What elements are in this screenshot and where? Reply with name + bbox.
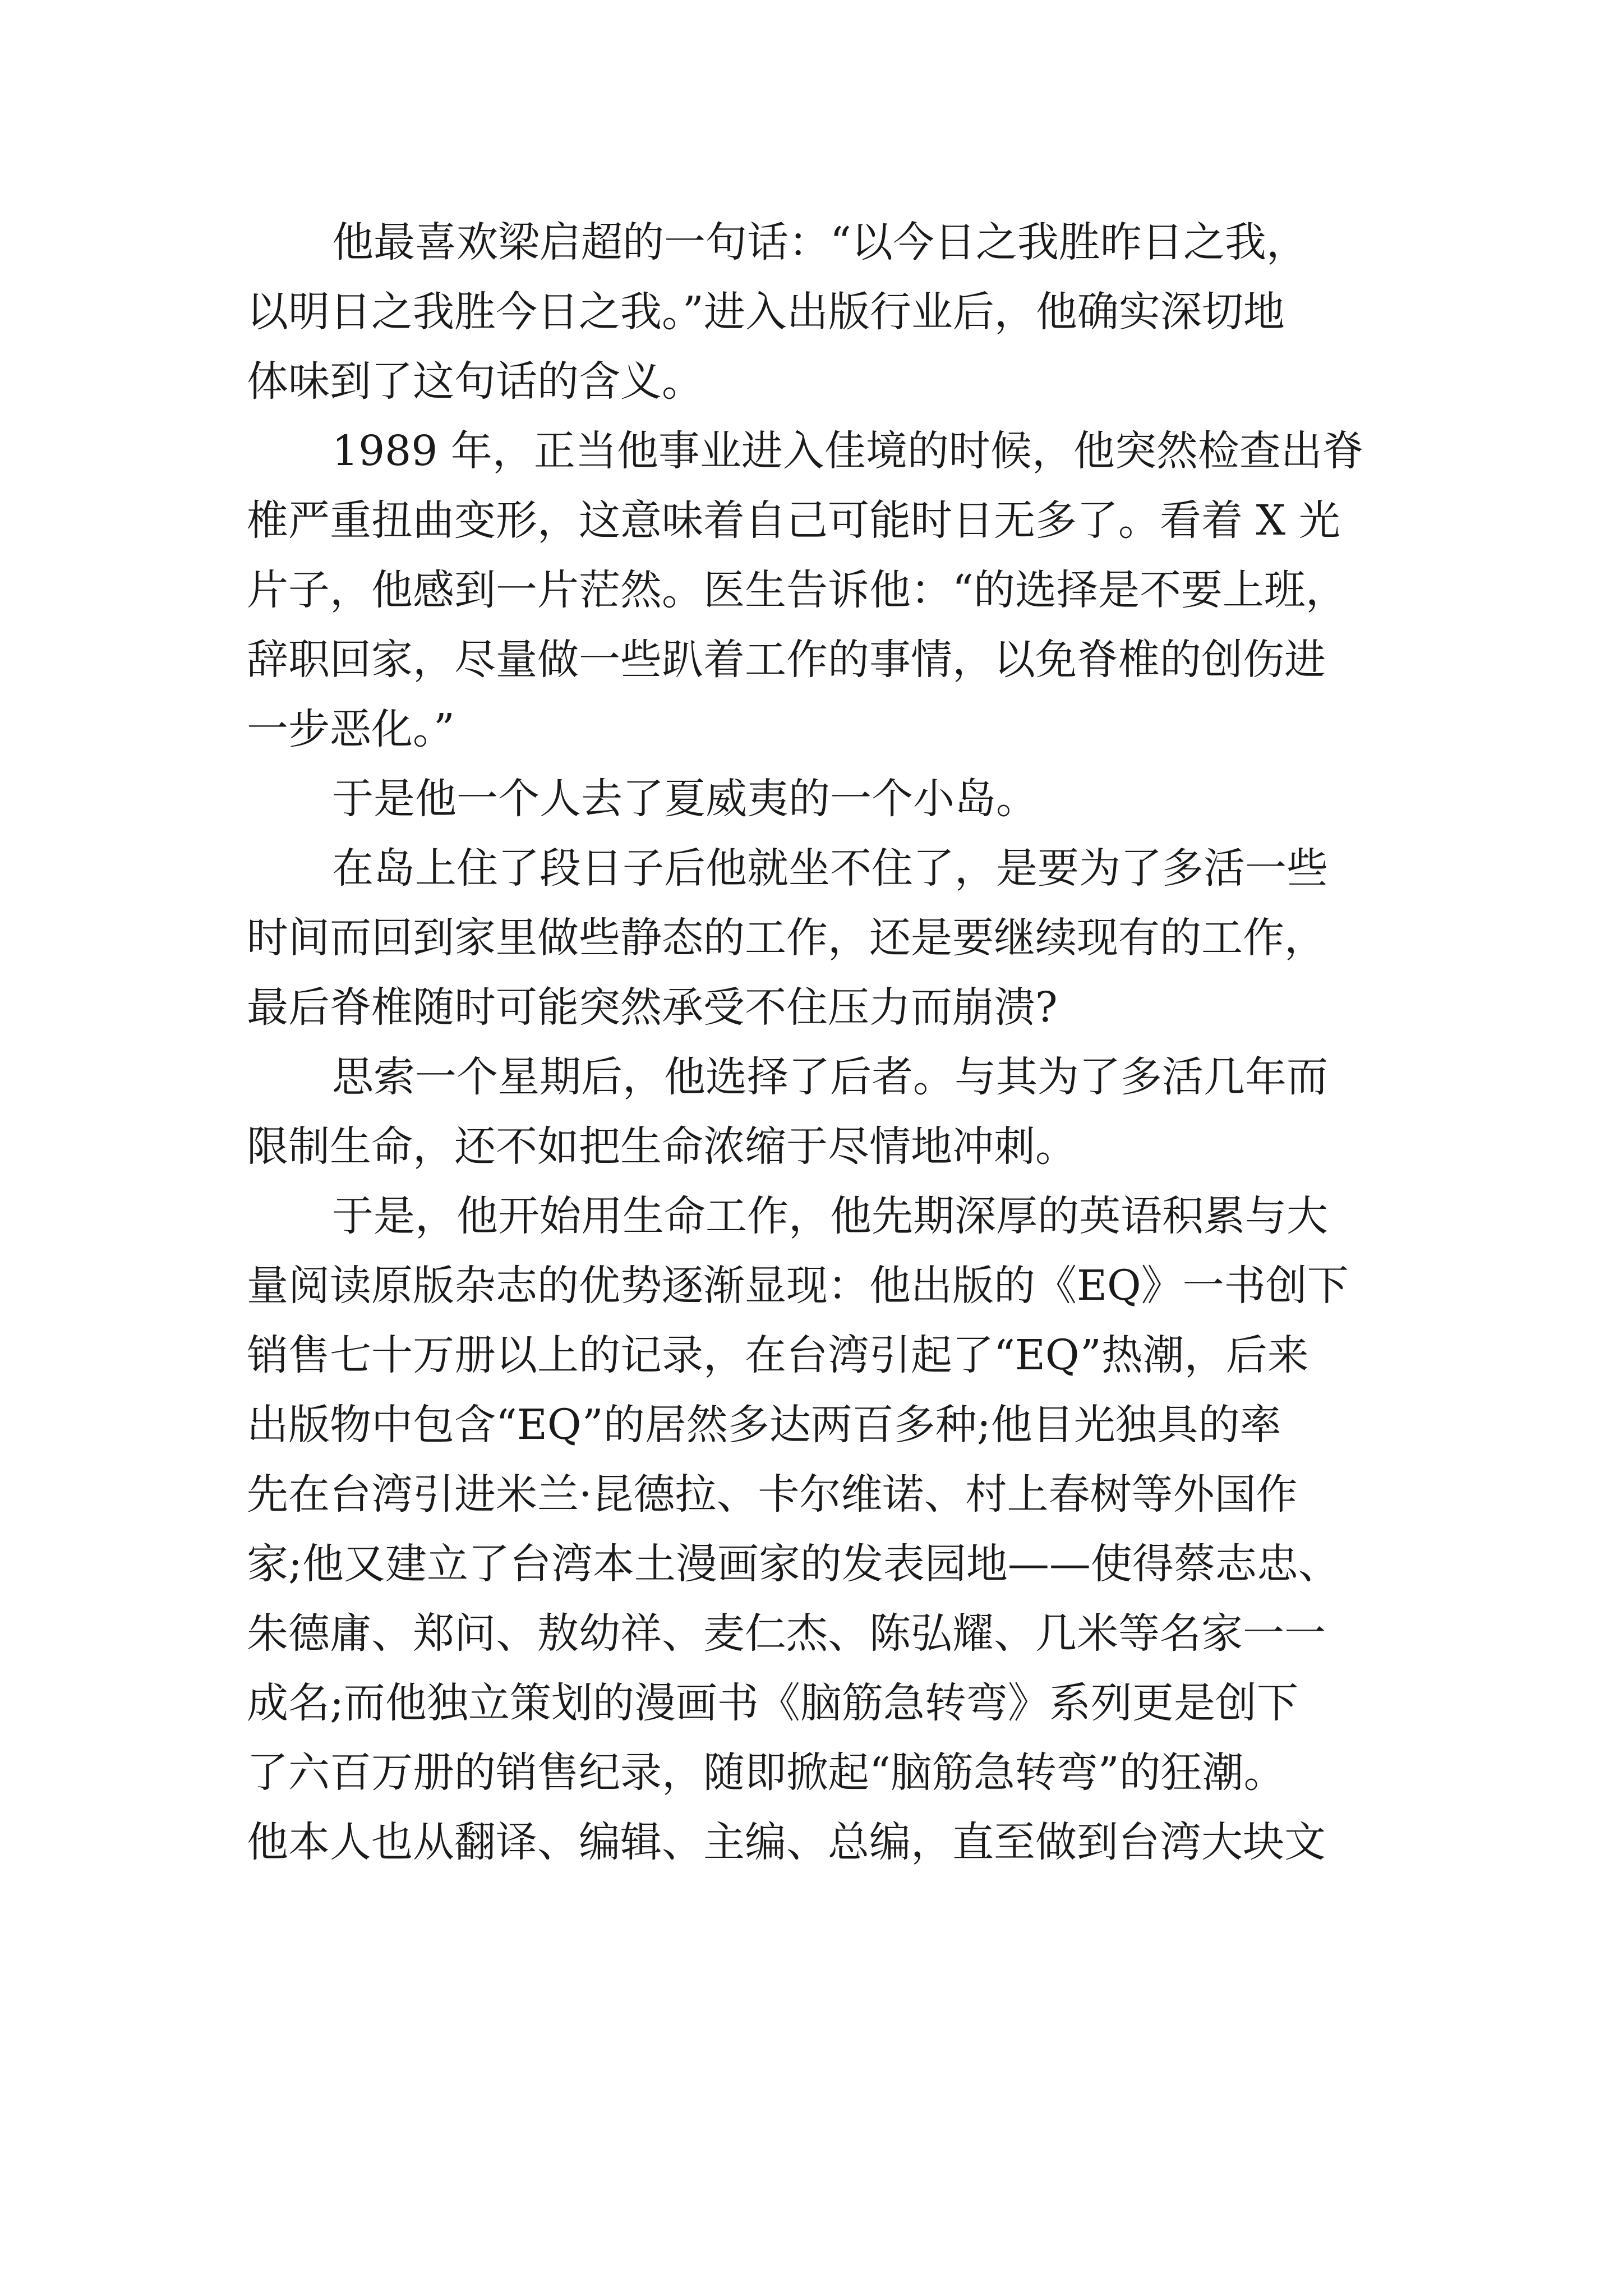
text-line: 量阅读原版杂志的优势逐渐显现：他出版的《EQ》一书创下 (247, 1262, 1349, 1310)
text-line: 先在台湾引进米兰·昆德拉、卡尔维诺、村上春树等外国作 (247, 1470, 1298, 1519)
text-line: 1989 年，正当他事业进入佳境的时候，他突然检查出脊 (332, 427, 1364, 475)
text-line: 思索一个星期后，他选择了后者。与其为了多活几年而 (332, 1053, 1328, 1101)
text-line: 了六百万册的销售纪录，随即掀起“脑筋急转弯”的狂潮。 (247, 1749, 1285, 1797)
text-line: 家;他又建立了台湾本土漫画家的发表园地——使得蔡志忠、 (247, 1540, 1340, 1588)
text-line: 于是，他开始用生命工作，他先期深厚的英语积累与大 (332, 1192, 1328, 1240)
text-line: 一步恶化。” (247, 705, 455, 753)
text-line: 体味到了这句话的含义。 (247, 357, 703, 406)
document-body (247, 208, 1380, 1877)
text-line: 椎严重扭曲变形，这意味着自己可能时日无多了。看着 X 光 (247, 496, 1340, 545)
text-line: 在岛上住了段日子后他就坐不住了，是要为了多活一些 (332, 844, 1328, 892)
text-line: 以明日之我胜今日之我。”进入出版行业后，他确实深切地 (247, 288, 1285, 336)
text-line: 时间而回到家里做些静态的工作，还是要继续现有的工作， (247, 914, 1326, 962)
text-line: 于是他一个人去了夏威夷的一个小岛。 (332, 775, 1038, 823)
text-line: 片子，他感到一片茫然。医生告诉他：“的选择是不要上班， (247, 566, 1347, 614)
text-line: 出版物中包含“EQ”的居然多达两百多种;他目光独具的率 (247, 1401, 1281, 1449)
text-line: 销售七十万册以上的记录，在台湾引起了“EQ”热潮，后来 (247, 1331, 1309, 1379)
text-line: 辞职回家，尽量做一些趴着工作的事情，以免脊椎的创伤进 (247, 636, 1326, 684)
text-line: 成名;而他独立策划的漫画书《脑筋急转弯》系列更是创下 (247, 1679, 1298, 1727)
text-line: 最后脊椎随时可能突然承受不住压力而崩溃? (247, 983, 1058, 1032)
text-line: 他最喜欢梁启超的一句话：“以今日之我胜昨日之我， (332, 218, 1308, 266)
text-line: 限制生命，还不如把生命浓缩于尽情地冲刺。 (247, 1122, 1077, 1171)
text-line: 朱德庸、郑问、敖幼祥、麦仁杰、陈弘耀、几米等名家一一 (247, 1609, 1326, 1658)
text-line: 他本人也从翻译、编辑、主编、总编，直至做到台湾大块文 (247, 1818, 1326, 1866)
